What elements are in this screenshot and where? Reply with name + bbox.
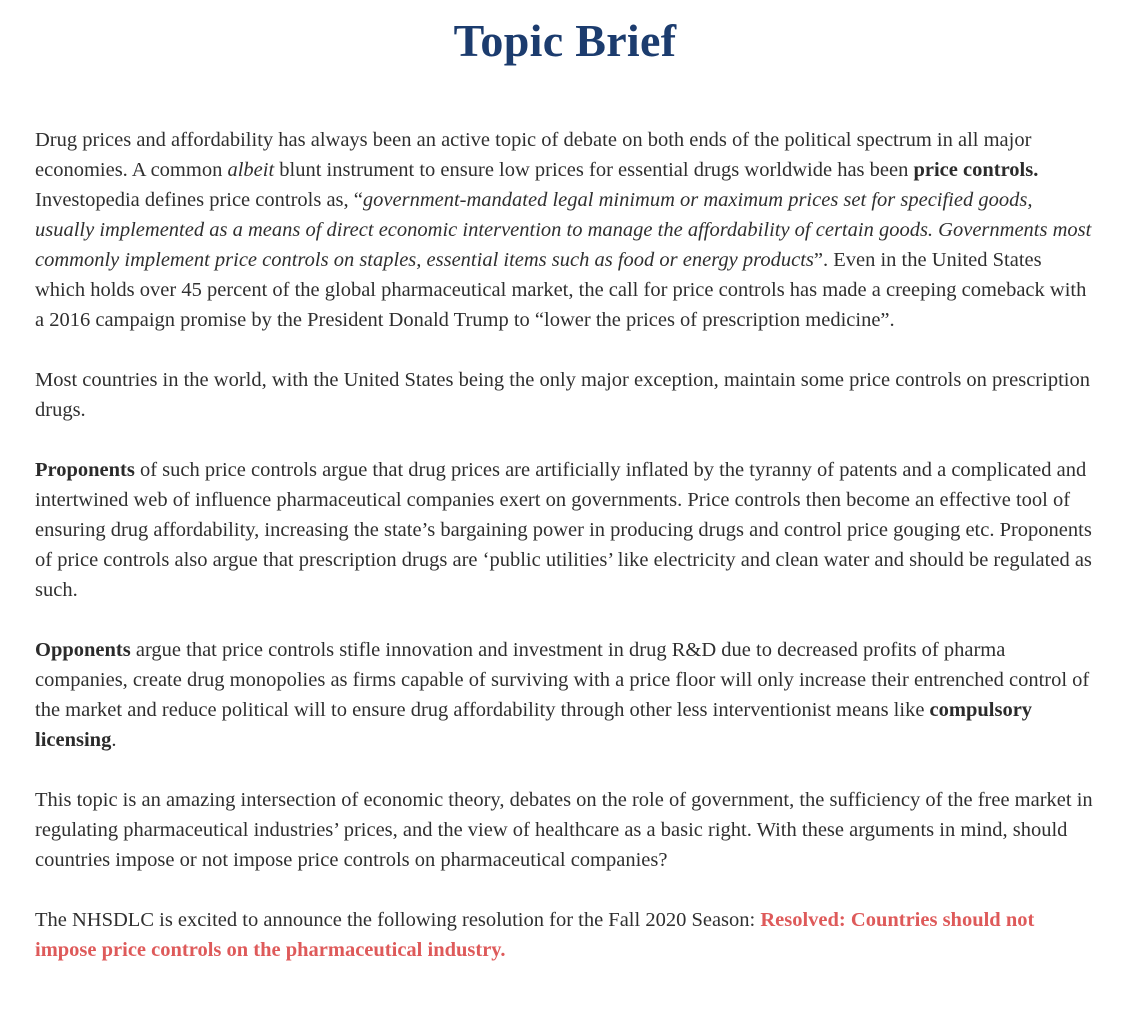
- announcement-text: The NHSDLC is excited to announce the following resolution for the Fall 2020 Season:: [35, 909, 761, 931]
- opponents-text: argue that price controls stifle innovation and investment in drug R&D due to decreased profits of pharma companies, create drug monopolies as firms capable of surviving with a price floor will only increase their entrenched control of the market and reduce political will to ensure drug affordability through other less interventionist means like: [35, 639, 1090, 721]
- intro-text-3: Investopedia defines price controls as, “: [35, 189, 363, 211]
- resolution-text: Resolved: Countries should not impose price controls on the pharmaceutical industry.: [35, 909, 1035, 961]
- announcement-paragraph: [35, 905, 1095, 965]
- opponents-paragraph: [35, 635, 1095, 755]
- proponents-label: Proponents: [35, 459, 135, 481]
- price-controls-bold: price controls.: [913, 159, 1039, 181]
- proponents-paragraph: [35, 455, 1095, 605]
- opponents-end: .: [111, 729, 117, 751]
- compulsory-licensing-bold: compulsory licensing: [35, 699, 1033, 751]
- topic-summary-paragraph: This topic is an amazing intersection of economic theory, debates on the role of government, the sufficiency of the free market in regulating pharmaceutical industries’ prices, and the view of healthcare as a basic right. With these arguments in mind, should countries impose or not impose price controls on pharmaceutical companies?: [35, 789, 1093, 871]
- proponents-text: of such price controls argue that drug prices are artificially inflated by the tyranny of patents and a complicated and intertwined web of influence pharmaceutical companies exert on governments. Price controls then become an effective tool of ensuring drug affordability, increasing the state’s bargaining power in producing drugs and control price gouging etc. Proponents of price controls also argue that prescription drugs are ‘public utilities’ like electricity and clean water and should be regulated as such.: [35, 459, 1092, 601]
- topic-brief-document: [35, 0, 1095, 965]
- intro-paragraph: [35, 125, 1095, 335]
- opponents-label: Opponents: [35, 639, 131, 661]
- page-title: Topic Brief: [453, 15, 677, 66]
- intro-text-2: blunt instrument to ensure low prices for essential drugs worldwide has been: [274, 159, 914, 181]
- investopedia-quote: government-mandated legal minimum or maximum prices set for specified goods, usually implemented as a means of direct economic intervention to manage the affordability of certain goods. Governments most commonly implement price controls on staples, essential items such as food or energy products: [35, 189, 1092, 271]
- albeit-italic: albeit: [227, 159, 275, 181]
- intro-text-1: Drug prices and affordability has always been an active topic of debate on both ends of the political spectrum in all major economies. A common: [35, 129, 1032, 181]
- intro-text-4: ”. Even in the United States which holds over 45 percent of the global pharmaceutical market, the call for price controls has made a creeping comeback with a 2016 campaign promise by the President Donald Trump to “lower the prices of prescription medicine”.: [35, 249, 1087, 331]
- exception-paragraph: Most countries in the world, with the United States being the only major exception, maintain some price controls on prescription drugs.: [35, 369, 1090, 421]
